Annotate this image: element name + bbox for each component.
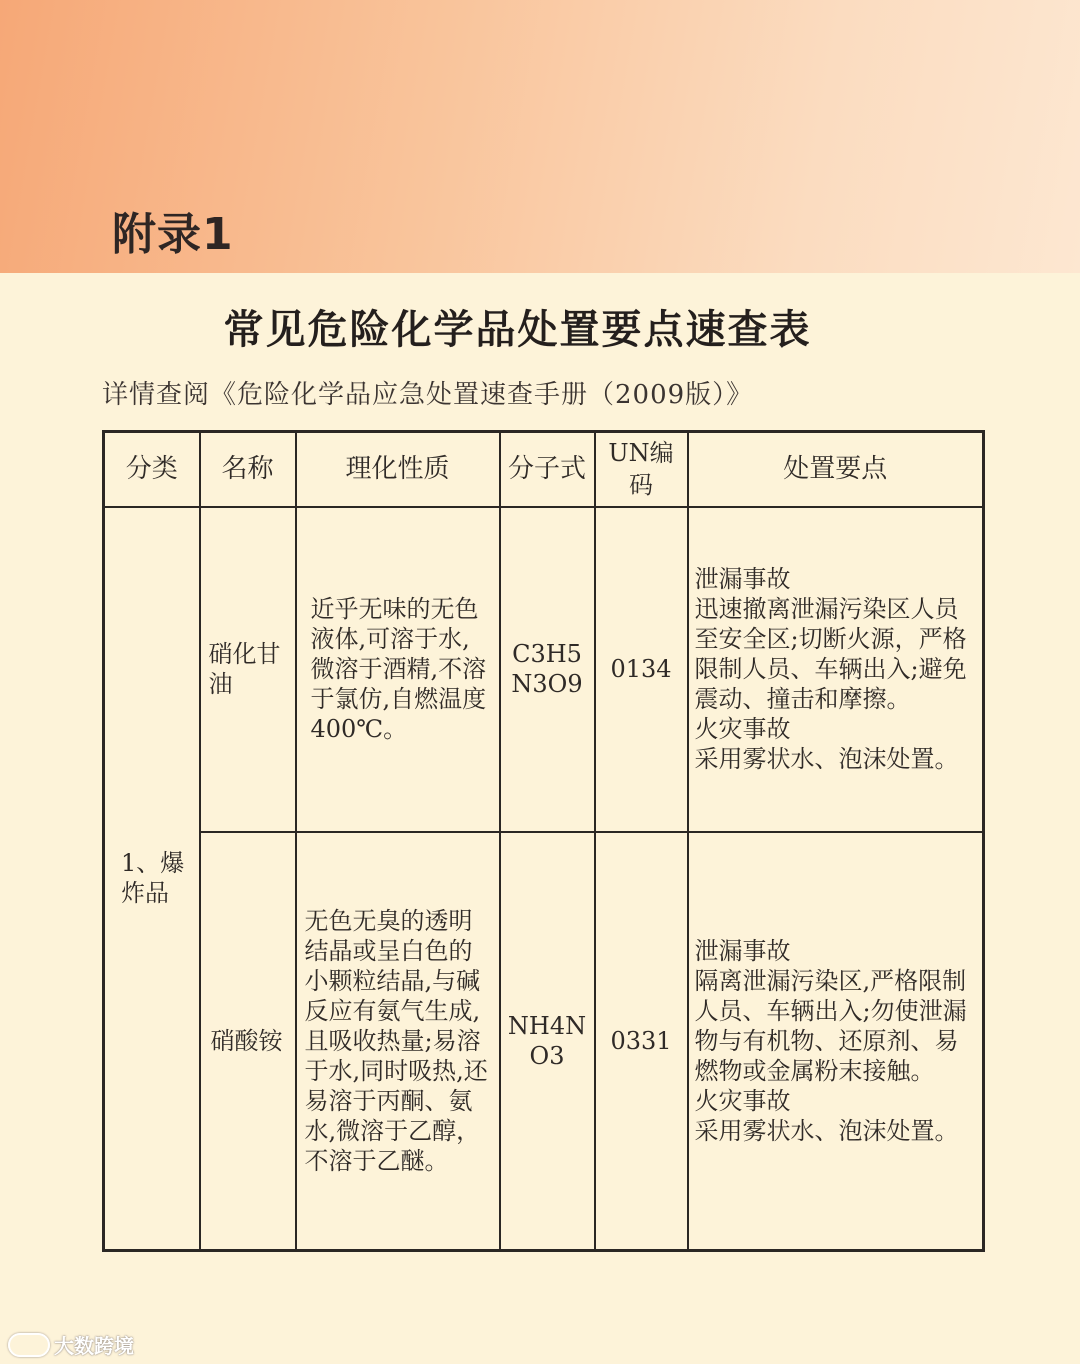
table-row	[104, 832, 984, 1251]
fire-text: 采用雾状水、泡沫处置。	[694, 745, 959, 773]
header-formula: 分子式	[500, 432, 595, 507]
chemical-properties: 无色无臭的透明结晶或呈白色的小颗粒结晶,与碱反应有氨气生成,且吸收热量;易溶于水,同时吸热,还易溶于丙酮、氨水,微溶于乙醇，不溶于乙醚。	[296, 832, 500, 1251]
handling-points	[688, 507, 984, 832]
chemical-formula: C3H5N3O9	[500, 507, 595, 832]
table-row	[104, 507, 984, 832]
header-un-code: UN编码	[595, 432, 688, 507]
watermark-logo-icon	[8, 1333, 50, 1357]
hazard-table	[102, 430, 985, 1252]
header-category: 分类	[104, 432, 200, 507]
chemical-name: 硝酸铵	[200, 832, 296, 1251]
fire-title: 火灾事故	[694, 1086, 791, 1115]
un-code: 0134	[595, 507, 688, 832]
leak-text: 迅速撤离泄漏污染区人员至安全区;切断火源，严格限制人员、车辆出入;避免震动、撞击和摩擦。	[694, 595, 967, 713]
leak-text: 隔离泄漏污染区,严格限制人员、车辆出入;勿使泄漏物与有机物、还原剂、易燃物或金属粉末接触。	[694, 966, 967, 1085]
header-handling-points: 处置要点	[688, 432, 984, 507]
watermark-text: 大数跨境	[54, 1334, 134, 1358]
header-properties: 理化性质	[296, 432, 500, 507]
appendix-label: 附录1	[112, 209, 234, 260]
chemical-formula: NH4NO3	[500, 832, 595, 1251]
header-name: 名称	[200, 432, 296, 507]
subtitle: 详情查阅《危险化学品应急处置速查手册（2009版）》	[102, 380, 754, 410]
fire-text: 采用雾状水、泡沫处置。	[694, 1116, 959, 1145]
leak-title: 泄漏事故	[694, 565, 791, 593]
page-title: 常见危险化学品处置要点速查表	[223, 307, 812, 353]
chemical-name: 硝化甘油	[200, 507, 296, 832]
handling-points	[688, 832, 984, 1251]
category-cell: 1、爆炸品	[104, 507, 200, 1251]
watermark	[8, 1330, 134, 1359]
un-code: 0331	[595, 832, 688, 1251]
chemical-properties: 近乎无味的无色液体,可溶于水,微溶于酒精,不溶于氯仿,自燃温度400℃。	[296, 507, 500, 832]
table-header-row	[104, 432, 984, 507]
leak-title: 泄漏事故	[694, 936, 791, 965]
fire-title: 火灾事故	[694, 715, 791, 743]
